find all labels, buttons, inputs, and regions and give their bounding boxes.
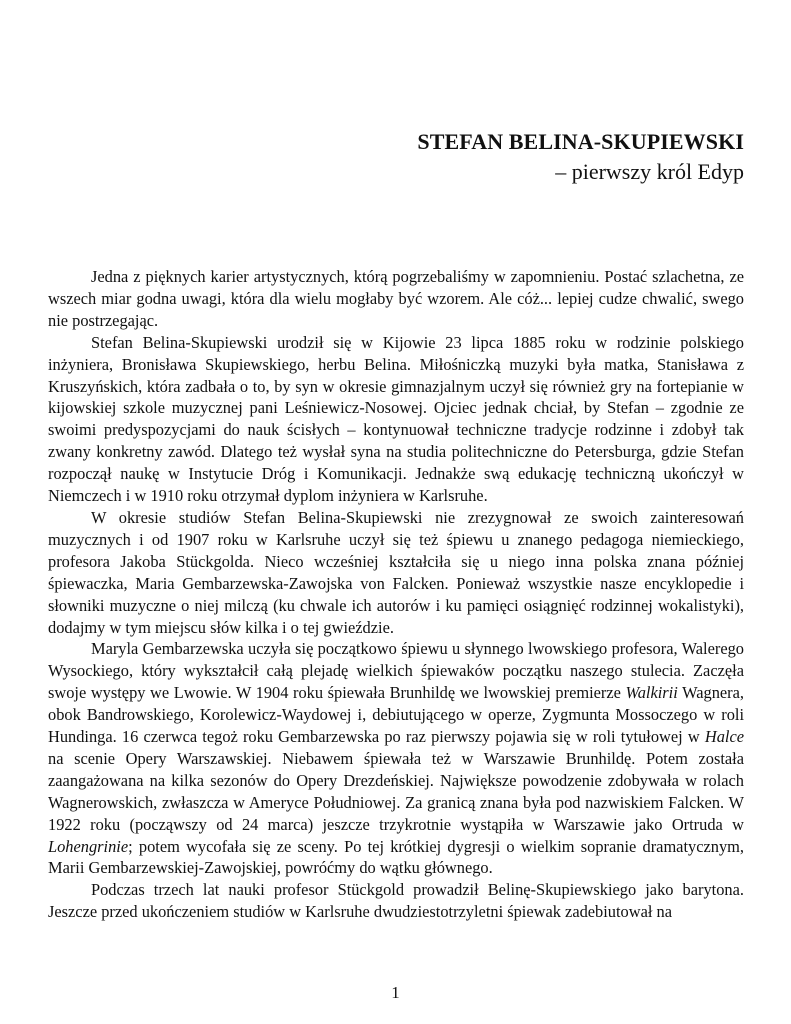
italic-title: Lohengrinie bbox=[48, 836, 129, 856]
text-run: Wagnera, obok Bandrowskiego, Korolewicz-Waydowej i, debiutującego w operze, Zygmunta Mossoczego w roli Hundinga. 16 czerwca tegoż roku Gembarzewska po raz pierwszy pojawia się w roli tytułowej w bbox=[48, 683, 744, 747]
title-block bbox=[417, 128, 744, 186]
text-run: Stefan Belina-Skupiewski urodził się w Kijowie 23 lipca 1885 roku w rodzinie polskiego inżyniera, Bronisława Skupiewskiego, herbu Belina. Miłośniczką muzyki była matka, Stanisława z Kruszyńskich, która zadbała o to, by syn w okresie gimnazjalnym uczył się również gry na fortepianie w kijowskiej szkole muzycznej pani Leśniewicz-Nosowej. Ojciec jednak chciał, by Stefan – zgodnie ze swoimi predyspozycjami do nauk ścisłych – kontynuował techniczne tradycje rodzinne i zdobył tak zwany konkretny zawód. Dlatego też wysłał syna na studia politechniczne do Petersburga, gdzie Stefan rozpoczął naukę w Instytucie Dróg i Komunikacji. Jednakże swą edukację techniczną ukończył w Niemczech i w 1910 roku otrzymał dyplom inżyniera w Karlsruhe. bbox=[48, 332, 744, 506]
text-run: Maryla Gembarzewska uczyła się początkowo śpiewu u słynnego lwowskiego profesora, Walerego Wysockiego, który wykształcił całą plejadę wielkich śpiewaków początku naszego stulecia. Zaczęła swoje występy we Lwowie. W 1904 roku śpiewała Brunhildę we lwowskiej premierze bbox=[48, 639, 744, 703]
text-run: ; potem wycofała się ze sceny. Po tej krótkiej dygresji o wielkim sopranie dramatycznym, Marii Gembarzewskiej-Zawojskiej, powróćmy do wątku głównego. bbox=[48, 836, 744, 878]
italic-title: Walkirii bbox=[625, 683, 678, 703]
text-run: W okresie studiów Stefan Belina-Skupiewski nie zrezygnował ze swoich zainteresowań muzycznych i od 1907 roku w Karlsruhe uczył się też śpiewu u znanego pedagoga niemieckiego, profesora Jakoba Stückgolda. Nieco wcześniej kształciła się u niego inna polska znana później śpiewaczka, Maria Gembarzewska-Zawojska von Falcken. Ponieważ wszystkie nasze encyklopedie i słowniki muzyczne o niej milczą (ku chwale ich autorów i ku pamięci osiągnięć rodzinnej wokalistyki), dodajmy w tym miejscu słów kilka i o tej gwieździe. bbox=[48, 507, 744, 637]
text-run: Podczas trzech lat nauki profesor Stückgold prowadził Belinę-Skupiewskiego jako barytona. Jeszcze przed ukończeniem studiów w Karlsruhe dwudziestotrzyletni śpiewak zadebiutował na bbox=[48, 880, 744, 922]
paragraph-4 bbox=[48, 638, 744, 879]
page-number: 1 bbox=[391, 983, 400, 1002]
paragraph-3 bbox=[48, 507, 744, 638]
italic-title: Halce bbox=[704, 727, 744, 747]
paragraph-5 bbox=[48, 879, 744, 923]
page-title: STEFAN BELINA-SKUPIEWSKI bbox=[417, 129, 744, 154]
text-run: na scenie Opery Warszawskiej. Niebawem śpiewała też w Warszawie Brunhildę. Potem została zaangażowana na kilka sezonów do Opery Drezdeńskiej. Największe powodzenie zdobywała w rolach Wagnerowskich, zwłaszcza w Ameryce Południowej. Za granicą znana była pod nazwiskiem Falcken. W 1922 roku (począwszy od 24 marca) jeszcze trzykrotnie wystąpiła w Warszawie jako Ortruda w bbox=[48, 748, 744, 834]
page-subtitle: – pierwszy król Edyp bbox=[555, 159, 744, 184]
text-run: Jedna z pięknych karier artystycznych, którą pogrzebaliśmy w zapomnieniu. Postać szlachetna, ze wszech miar godna uwagi, która dla wielu mogłaby być wzorem. Ale cóż... lepiej cudze chwalić, swego nie postrzegając. bbox=[48, 267, 744, 330]
body-text bbox=[48, 266, 744, 923]
paragraph-2 bbox=[48, 332, 744, 507]
paragraph-1 bbox=[48, 266, 744, 332]
